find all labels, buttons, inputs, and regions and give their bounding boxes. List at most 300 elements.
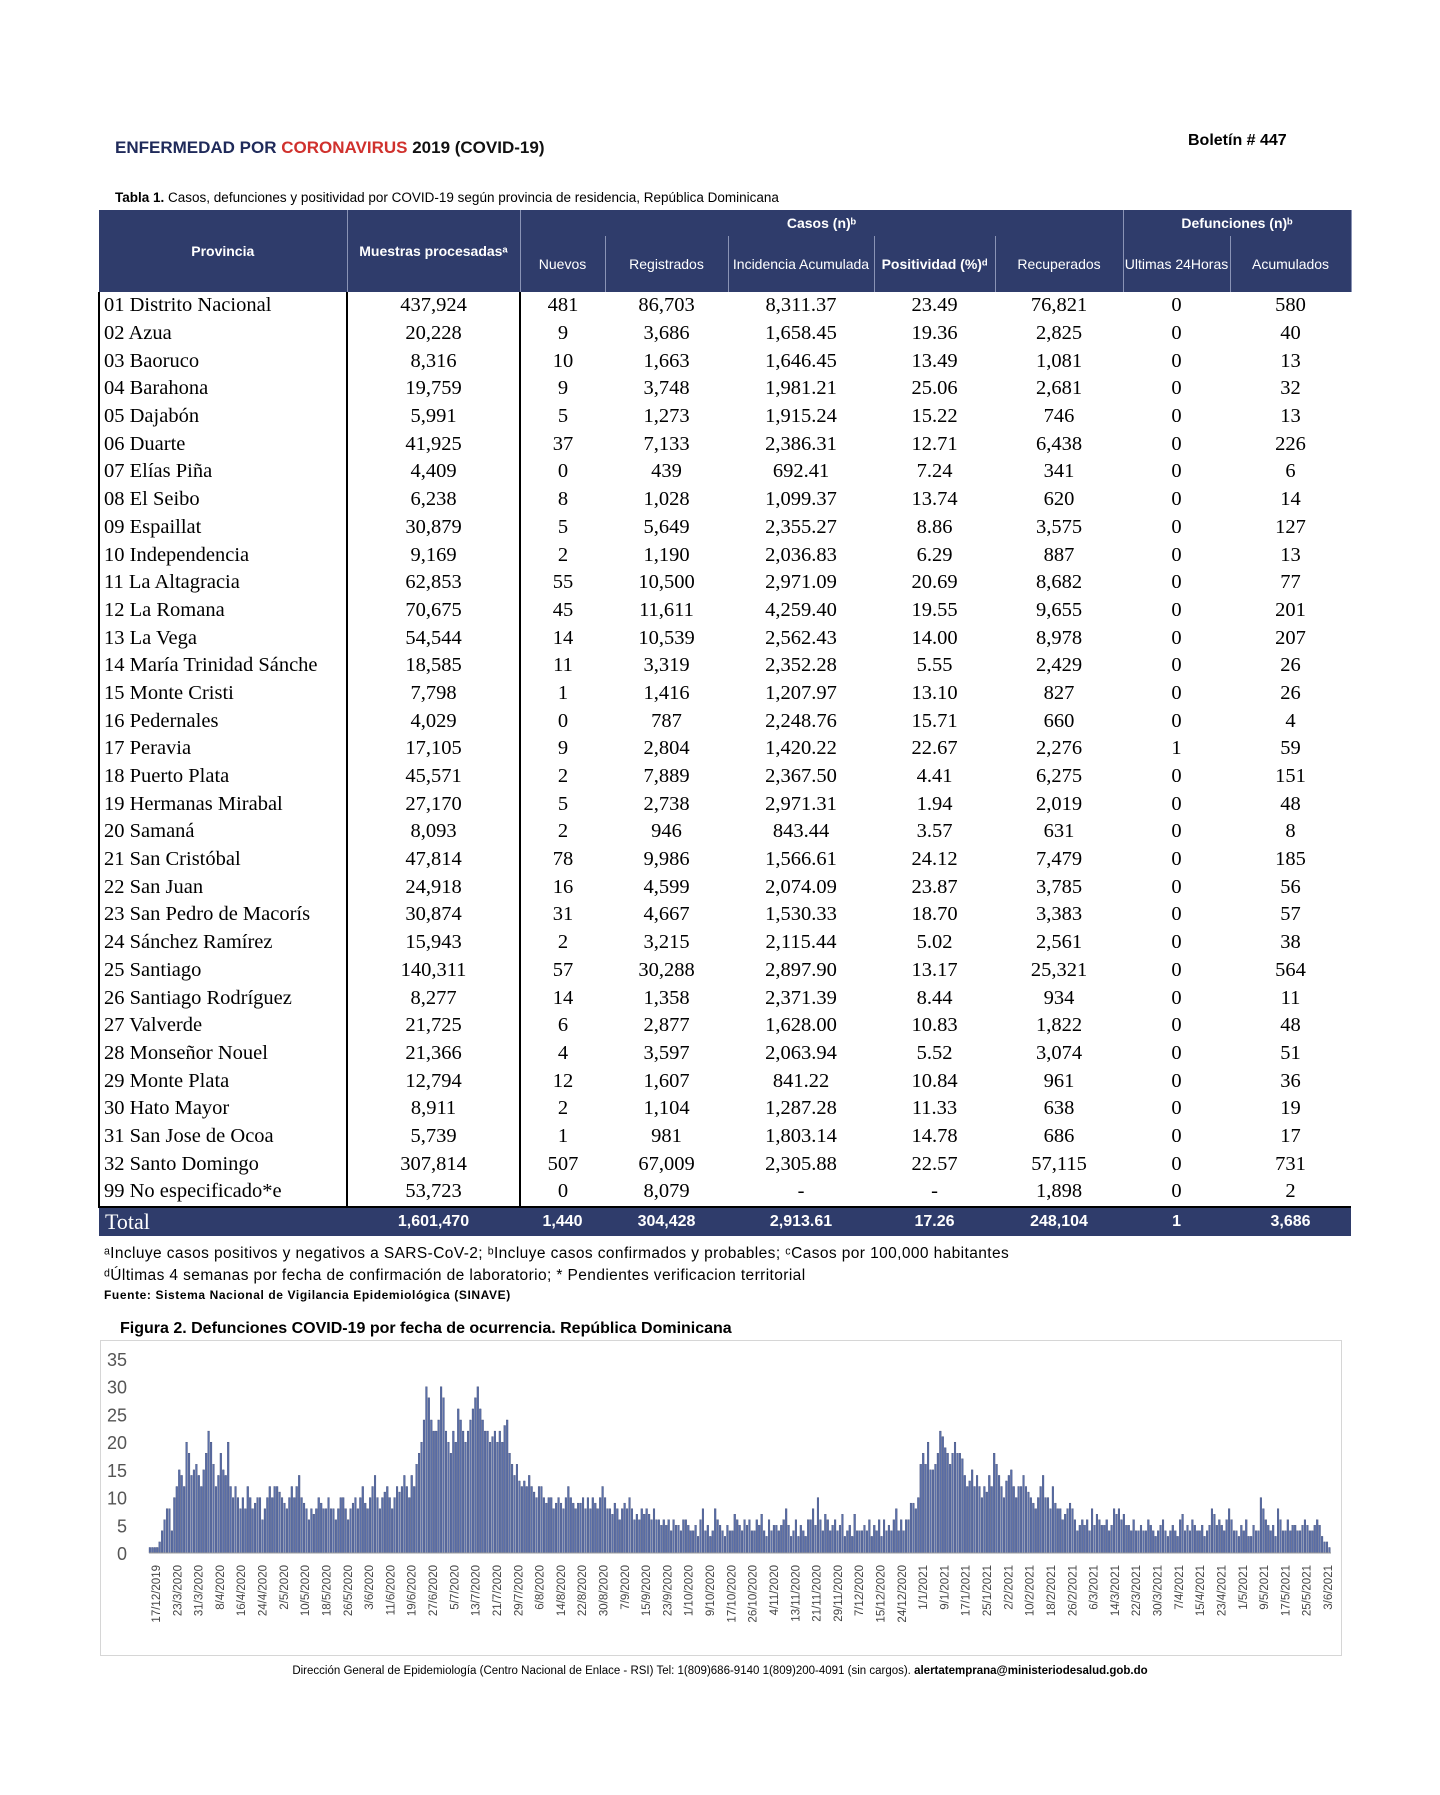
bar <box>533 1492 535 1553</box>
bar <box>555 1503 557 1553</box>
bar <box>1316 1520 1318 1553</box>
bar <box>729 1531 731 1553</box>
bar <box>408 1498 410 1553</box>
cell-registrados: 86,703 <box>638 294 695 317</box>
bar <box>1106 1520 1108 1553</box>
bar <box>695 1525 697 1553</box>
bar <box>154 1547 156 1553</box>
bar <box>572 1503 574 1553</box>
bar <box>638 1520 640 1553</box>
cell-muestras: 6,238 <box>347 486 520 514</box>
bar <box>247 1486 249 1553</box>
bar <box>984 1486 986 1553</box>
bar <box>824 1514 826 1553</box>
bar <box>548 1498 550 1553</box>
cell-registrados: 3,597 <box>643 1041 690 1064</box>
table-row <box>99 403 1351 431</box>
bar <box>988 1475 990 1553</box>
bar <box>746 1525 748 1553</box>
bar <box>1167 1536 1169 1553</box>
cell-ultimas: 0 <box>1171 848 1182 871</box>
cell-incidencia: 2,971.31 <box>765 792 837 815</box>
cell-recuperados: 827 <box>1043 681 1075 704</box>
cell-incidencia: 1,566.61 <box>765 848 837 871</box>
bar <box>834 1520 836 1553</box>
cell-registrados: 3,748 <box>643 377 690 400</box>
bar <box>1165 1531 1167 1553</box>
table-row <box>99 1150 1351 1178</box>
bar <box>1287 1520 1289 1553</box>
cell-provincia: 28 Monseñor Nouel <box>99 1040 347 1068</box>
bar <box>614 1503 616 1553</box>
bar <box>205 1453 207 1553</box>
x-tick-label: 7/9/2020 <box>619 1565 632 1610</box>
cell-acumulados: 201 <box>1275 598 1306 621</box>
table-row <box>99 347 1351 375</box>
bar <box>359 1498 361 1553</box>
bar <box>966 1486 968 1553</box>
cell-muestras: 30,879 <box>347 514 520 542</box>
bar <box>1231 1520 1233 1553</box>
cell-provincia: 03 Baoruco <box>99 347 347 375</box>
bar <box>925 1464 927 1553</box>
bar <box>492 1437 494 1553</box>
bar <box>844 1536 846 1553</box>
bar <box>1304 1520 1306 1553</box>
table-row <box>99 929 1351 957</box>
page-footer: Dirección General de Epidemiología (Centro Nacional de Enlace - RSI) Tel: 1(809)686-9140 1(809)200-4091 (sin cargos). alertatemprana@ministeriodesalud.gob.do <box>292 1665 1148 1677</box>
bar <box>832 1525 834 1553</box>
bar <box>624 1503 626 1553</box>
x-tick-label: 5/7/2020 <box>449 1565 462 1610</box>
cell-registrados: 3,319 <box>643 654 690 677</box>
bar <box>377 1498 379 1553</box>
cell-recuperados: 2,681 <box>1035 377 1083 400</box>
cell-provincia: 11 La Altagracia <box>99 569 347 597</box>
cell-recuperados: 1,898 <box>995 1178 1123 1207</box>
bar <box>1218 1520 1220 1553</box>
bar <box>908 1520 910 1553</box>
bar <box>394 1498 396 1553</box>
cell-nuevos: 12 <box>552 1069 574 1092</box>
cell-muestras: 70,675 <box>347 597 520 625</box>
cell-ultimas: 0 <box>1171 903 1182 926</box>
bar <box>761 1514 763 1553</box>
bar <box>758 1525 760 1553</box>
bar <box>839 1525 841 1553</box>
bar <box>1099 1520 1101 1553</box>
x-tick-label: 10/5/2020 <box>300 1565 313 1617</box>
cell-ultimas: 0 <box>1171 571 1182 594</box>
bar <box>802 1531 804 1553</box>
cell-recuperados: 6,438 <box>1035 432 1083 455</box>
cell-recuperados: 660 <box>1043 709 1075 732</box>
bar <box>1045 1498 1047 1553</box>
bar <box>935 1464 937 1553</box>
bar <box>646 1509 648 1553</box>
bar <box>1321 1536 1323 1553</box>
bar <box>575 1509 577 1553</box>
cell-recuperados: 638 <box>1043 1097 1075 1120</box>
bar <box>868 1520 870 1553</box>
cell-recuperados: 2,019 <box>1035 792 1083 815</box>
bar <box>497 1442 499 1553</box>
bar <box>528 1475 530 1553</box>
bar <box>709 1536 711 1553</box>
cell-acumulados: 580 <box>1275 294 1306 317</box>
bar <box>1140 1525 1142 1553</box>
cell-muestras: 54,544 <box>347 624 520 652</box>
bar <box>1324 1542 1326 1553</box>
cell-nuevos: 16 <box>552 875 574 898</box>
cell-ultimas: 1 <box>1171 737 1182 760</box>
cell-muestras: 15,943 <box>347 929 520 957</box>
cell-registrados: 5,649 <box>643 515 690 538</box>
bar <box>504 1426 506 1553</box>
bar <box>413 1486 415 1553</box>
bar <box>944 1448 946 1553</box>
bar <box>384 1492 386 1553</box>
note-line-1: ᵃIncluye casos positivos y negativos a SARS-CoV-2; ᵇIncluye casos confirmados y probables; ᶜCasos por 100,000 habitantes <box>104 1245 1010 1262</box>
cell-provincia: 18 Puerto Plata <box>99 763 347 791</box>
bar <box>577 1503 579 1553</box>
cell-provincia: 22 San Juan <box>99 873 347 901</box>
cell-registrados: 67,009 <box>638 1152 695 1175</box>
bar <box>861 1531 863 1553</box>
bar <box>499 1431 501 1553</box>
cell-incidencia: 8,311.37 <box>765 294 837 317</box>
bar <box>1143 1531 1145 1553</box>
bar <box>1209 1525 1211 1553</box>
cell-nuevos: 5 <box>557 405 569 428</box>
bar <box>670 1531 672 1553</box>
cell-nuevos: 2 <box>557 931 569 954</box>
cell-provincia: 23 San Pedro de Macorís <box>99 901 347 929</box>
bar <box>1086 1520 1088 1553</box>
bar <box>937 1453 939 1553</box>
cell-ultimas: 0 <box>1171 377 1182 400</box>
cell-recuperados: 8,682 <box>1035 571 1083 594</box>
cell-registrados: 7,889 <box>643 765 690 788</box>
cell-positividad: 1.94 <box>916 792 953 815</box>
cell-positividad: 5.02 <box>916 931 953 954</box>
col-incidencia: Incidencia Acumulada <box>728 236 874 292</box>
cell-muestras: 9,169 <box>347 541 520 569</box>
total-positividad: 17.26 <box>874 1207 995 1236</box>
cell-nuevos: 2 <box>557 1097 569 1120</box>
bar <box>203 1470 205 1553</box>
bar <box>888 1525 890 1553</box>
bar <box>279 1492 281 1553</box>
bar <box>1214 1514 1216 1553</box>
bar <box>438 1420 440 1553</box>
cell-nuevos: 8 <box>557 488 569 511</box>
bar <box>301 1498 303 1553</box>
bar <box>465 1442 467 1553</box>
bar <box>927 1442 929 1553</box>
cell-recuperados: 1,081 <box>1035 349 1083 372</box>
bar <box>367 1509 369 1553</box>
bar <box>318 1498 320 1553</box>
bar <box>472 1409 474 1553</box>
table-row <box>99 458 1351 486</box>
table-row <box>99 514 1351 542</box>
cell-muestras: 12,794 <box>347 1067 520 1095</box>
cell-acumulados: 38 <box>1280 931 1301 954</box>
bar <box>952 1453 954 1553</box>
table-row <box>99 707 1351 735</box>
bar <box>1052 1486 1054 1553</box>
cell-registrados: 8,079 <box>605 1178 728 1207</box>
bar <box>753 1531 755 1553</box>
cell-registrados: 10,539 <box>638 626 695 649</box>
cell-acumulados: 19 <box>1280 1097 1301 1120</box>
bar <box>607 1509 609 1553</box>
cell-positividad: 24.12 <box>911 848 958 871</box>
cell-muestras: 140,311 <box>347 957 520 985</box>
bar <box>773 1525 775 1553</box>
bar <box>665 1525 667 1553</box>
bar <box>196 1464 198 1553</box>
cell-incidencia: 1,658.45 <box>765 322 837 345</box>
bar <box>543 1498 545 1553</box>
table-row <box>99 901 1351 929</box>
bar <box>494 1431 496 1553</box>
bar <box>558 1498 560 1553</box>
bar <box>959 1453 961 1553</box>
cell-registrados: 30,288 <box>638 958 695 981</box>
cell-muestras: 437,924 <box>347 292 520 320</box>
bar <box>1319 1525 1321 1553</box>
group-casos: Casos (n)ᵇ <box>520 210 1123 236</box>
bar <box>1074 1520 1076 1553</box>
bar <box>1032 1503 1034 1553</box>
col-ultimas-24h: Ultimas 24Horas <box>1123 236 1230 292</box>
bar <box>685 1520 687 1553</box>
bar <box>1280 1520 1282 1553</box>
bar <box>920 1464 922 1553</box>
cell-registrados: 3,686 <box>643 322 690 345</box>
bar <box>722 1531 724 1553</box>
cell-positividad: 8.44 <box>916 986 953 1009</box>
cell-ultimas: 0 <box>1171 820 1182 843</box>
cell-recuperados: 934 <box>1043 986 1075 1009</box>
bar <box>440 1387 442 1553</box>
bar <box>222 1470 224 1553</box>
bar <box>482 1420 484 1553</box>
bar <box>1211 1509 1213 1553</box>
cell-muestras: 27,170 <box>347 790 520 818</box>
cell-incidencia: 1,628.00 <box>765 1014 837 1037</box>
bar <box>1255 1531 1257 1553</box>
bar <box>1267 1525 1269 1553</box>
bar <box>1113 1509 1115 1553</box>
cell-registrados: 787 <box>651 709 682 732</box>
bar <box>1040 1486 1042 1553</box>
cell-incidencia: 2,063.94 <box>765 1041 837 1064</box>
table-row <box>99 652 1351 680</box>
bar <box>1265 1520 1267 1553</box>
bar <box>1226 1520 1228 1553</box>
bar <box>663 1520 665 1553</box>
cell-positividad: 14.00 <box>911 626 958 649</box>
cell-positividad: 23.49 <box>911 294 958 317</box>
bar <box>1216 1525 1218 1553</box>
x-tick-label: 18/5/2020 <box>321 1565 334 1617</box>
bar <box>386 1486 388 1553</box>
cell-recuperados: 2,429 <box>1035 654 1083 677</box>
bar <box>876 1531 878 1553</box>
x-tick-label: 24/12/2020 <box>896 1565 909 1623</box>
cell-muestras: 7,798 <box>347 680 520 708</box>
bar <box>957 1453 959 1553</box>
bar <box>895 1509 897 1553</box>
bar <box>541 1486 543 1553</box>
bar <box>1116 1514 1118 1553</box>
bar <box>749 1520 751 1553</box>
cell-registrados: 439 <box>651 460 682 483</box>
col-positividad: Positividad (%)ᵈ <box>874 236 995 292</box>
x-tick-label: 18/2/2021 <box>1046 1565 1058 1617</box>
x-tick-label: 1/5/2021 <box>1237 1565 1250 1610</box>
bar <box>1182 1514 1184 1553</box>
cell-nuevos: 57 <box>552 958 574 981</box>
cell-muestras: 53,723 <box>347 1178 520 1207</box>
bar <box>842 1514 844 1553</box>
cell-nuevos: 2 <box>557 765 569 788</box>
bar <box>303 1503 305 1553</box>
bar <box>151 1547 153 1553</box>
cell-incidencia: 1,646.45 <box>765 349 837 372</box>
bar <box>467 1431 469 1553</box>
bar <box>1103 1525 1105 1553</box>
bar <box>193 1470 195 1553</box>
table-row <box>99 597 1351 625</box>
cell-muestras: 5,739 <box>347 1123 520 1151</box>
bar <box>805 1536 807 1553</box>
cell-positividad: 19.55 <box>911 598 958 621</box>
bar <box>320 1503 322 1553</box>
bar <box>1064 1514 1066 1553</box>
bar <box>986 1492 988 1553</box>
y-tick-label: 35 <box>106 1350 127 1370</box>
bar <box>1008 1475 1010 1553</box>
bar <box>930 1470 932 1553</box>
cell-incidencia: 2,036.83 <box>765 543 837 566</box>
cell-provincia: 25 Santiago <box>99 957 347 985</box>
bar <box>1157 1531 1159 1553</box>
cell-registrados: 1,663 <box>643 349 690 372</box>
cell-registrados: 1,607 <box>643 1069 690 1092</box>
bar <box>1054 1503 1056 1553</box>
bar <box>1262 1509 1264 1553</box>
bar <box>998 1475 1000 1553</box>
bar <box>470 1420 472 1553</box>
cell-provincia: 29 Monte Plata <box>99 1067 347 1095</box>
bar <box>362 1486 364 1553</box>
bar <box>829 1531 831 1553</box>
bar <box>428 1398 430 1553</box>
bar <box>705 1531 707 1553</box>
x-tick-label: 9/10/2020 <box>705 1565 717 1617</box>
cell-provincia: 16 Pedernales <box>99 707 347 735</box>
cell-nuevos: 0 <box>557 460 569 483</box>
cell-positividad: 13.17 <box>911 958 958 981</box>
x-tick-label: 17/10/2020 <box>726 1565 739 1623</box>
cell-nuevos: 10 <box>552 349 574 372</box>
bar <box>1013 1486 1015 1553</box>
bar <box>350 1509 352 1553</box>
x-tick-label: 1/10/2020 <box>683 1565 696 1617</box>
bar <box>262 1520 264 1553</box>
cell-acumulados: 127 <box>1275 515 1306 538</box>
cell-recuperados: 7,479 <box>1035 848 1083 871</box>
bar <box>169 1509 171 1553</box>
cell-ultimas: 0 <box>1171 875 1182 898</box>
bar <box>798 1536 800 1553</box>
bar <box>756 1520 758 1553</box>
bar <box>939 1431 941 1553</box>
bar <box>1025 1486 1027 1553</box>
bar <box>629 1498 631 1553</box>
bar <box>357 1509 359 1553</box>
cell-ultimas: 0 <box>1171 1097 1182 1120</box>
bar <box>536 1498 538 1553</box>
cell-acumulados: 56 <box>1280 875 1301 898</box>
x-tick-label: 9/5/2021 <box>1259 1565 1272 1610</box>
total-ultimas: 1 <box>1123 1207 1230 1236</box>
bar <box>435 1431 437 1553</box>
cell-ultimas: 0 <box>1171 681 1182 704</box>
bar <box>399 1492 401 1553</box>
note-source: Fuente: Sistema Nacional de Vigilancia Epidemiológica (SINAVE) <box>104 1288 511 1302</box>
bar <box>1201 1525 1203 1553</box>
bar <box>619 1520 621 1553</box>
x-tick-label: 22/3/2021 <box>1131 1565 1144 1617</box>
cell-provincia: 01 Distrito Nacional <box>99 292 347 320</box>
bar <box>1199 1531 1201 1553</box>
bar <box>183 1486 185 1553</box>
bar <box>347 1520 349 1553</box>
cell-positividad: 14.78 <box>911 1124 958 1147</box>
bar <box>252 1509 254 1553</box>
bar <box>702 1509 704 1553</box>
bar <box>328 1498 330 1553</box>
cell-acumulados: 57 <box>1280 903 1301 926</box>
cell-provincia: 15 Monte Cristi <box>99 680 347 708</box>
cell-acumulados: 14 <box>1280 488 1301 511</box>
cell-ultimas: 0 <box>1171 1124 1182 1147</box>
cell-registrados: 11,611 <box>639 598 694 621</box>
bar <box>1329 1547 1331 1553</box>
cell-recuperados: 6,275 <box>1035 765 1083 788</box>
bar <box>641 1509 643 1553</box>
bar <box>240 1509 242 1553</box>
bar <box>325 1509 327 1553</box>
bar <box>697 1536 699 1553</box>
bar <box>159 1542 161 1553</box>
bar <box>910 1503 912 1553</box>
bar <box>1302 1525 1304 1553</box>
bar <box>244 1509 246 1553</box>
cell-positividad: 5.52 <box>916 1041 953 1064</box>
x-tick-label: 26/10/2020 <box>747 1565 760 1623</box>
bar <box>1028 1492 1030 1553</box>
bar <box>883 1520 885 1553</box>
cell-registrados: 9,986 <box>643 848 690 871</box>
bar <box>678 1525 680 1553</box>
cell-nuevos: 11 <box>553 654 573 677</box>
